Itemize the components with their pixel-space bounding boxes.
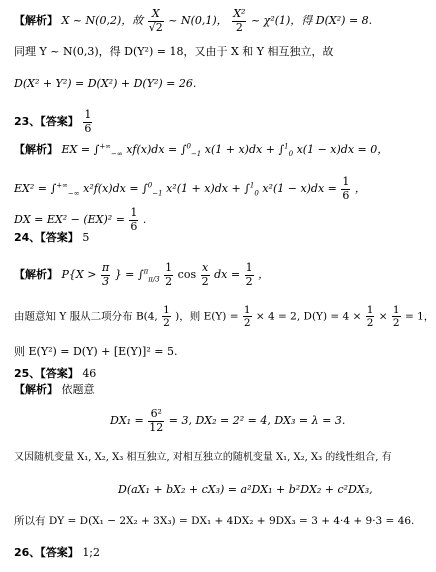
- s22-line2: 同理 Y ~ N(0,3)，得 D(Y²) = 18，又由于 X 和 Y 相互独立，故: [14, 45, 334, 58]
- s23-answer: 23、【答案】 $\frac{1}{6}$: [14, 108, 92, 135]
- s22-line3: D(X² + Y²) = D(X²) + D(Y²) = 26.: [14, 77, 197, 90]
- s25-analysis: 【解析】 依题意: [14, 383, 95, 396]
- s25-line3: D(aX₁ + bX₂ + cX₃) = a²DX₁ + b²DX₂ + c²DX₃,: [118, 483, 373, 496]
- s23-line2: $EX^2 = \int^{+\infty}_{-\infty}$ x²f(x)dx = ∫$^0_{-1}$ x²(1 + x)dx + ∫$^1_0$ x²(1 − x)dx = $\frac{1}{6}$ ，: [14, 175, 366, 202]
- s25-answer: 25、【答案】 46: [14, 367, 97, 380]
- s24-line3: 则 E(Y²) = D(Y) + [E(Y)]² = 5.: [14, 345, 178, 358]
- answer-fraction: $\frac{1}{6}$: [84, 108, 92, 135]
- s26-answer: 26、【答案】 1;2: [14, 546, 101, 559]
- fraction: $\frac{X}{√2}$: [148, 7, 163, 34]
- analysis-label: 【解析】: [14, 14, 58, 28]
- s25-line2: 又因随机变量 X₁, X₂, X₃ 相互独立, 对相互独立的随机变量 X₁, X₂, X₃ 的线性组合, 有: [14, 452, 392, 463]
- s22-line1: 【解析】 X ~ N(0,2)，故 $\frac{X}{√2}$ ~ N(0,1)， $\frac{\text{X²}}{2}$ ~ χ²(1)，得 D(X²) = 8.: [14, 7, 373, 34]
- s23-line3: DX = EX² − (EX)² = $\frac{1}{6}$ .: [14, 206, 147, 233]
- s23-line1: 【解析】 EX = $\int^{+\infty}_{-\infty}$ xf(x)dx = ∫$^0_{-1}$ x(1 + x)dx + ∫$^1_0$ x(1 − x)dx = 0，: [14, 142, 389, 159]
- s25-variances: DX₁ = $\frac{\text{6²}}{12}$ = 3, DX₂ = 2² = 4, DX₃ = λ = 3.: [110, 407, 346, 434]
- fraction: $\frac{\text{X²}}{2}$: [233, 7, 246, 34]
- s25-line4: 所以有 DY = D(X₁ − 2X₂ + 3X₃) = DX₁ + 4DX₂ + 9DX₃ = 3 + 4·4 + 9·3 = 46.: [14, 515, 415, 527]
- s24-answer: 24、【答案】 5: [14, 231, 90, 244]
- s24-line1: 【解析】 P{X > $\frac{\pi}{3}$ } = ∫$^\pi_{\pi/3}$ $\frac{1}{2}$ cos $\frac{x}{2}$ dx = $\frac{1}{2}$ ，: [14, 261, 270, 288]
- s24-line2: 由题意知 Y 服从二项分布 B(4, $\frac{1}{2}$ )，则 E(Y) = $\frac{1}{2}$ × 4 = 2, D(Y) = 4 × $\frac{1}{2}$ × $\frac{1}{2}$ = 1，: [14, 304, 435, 330]
